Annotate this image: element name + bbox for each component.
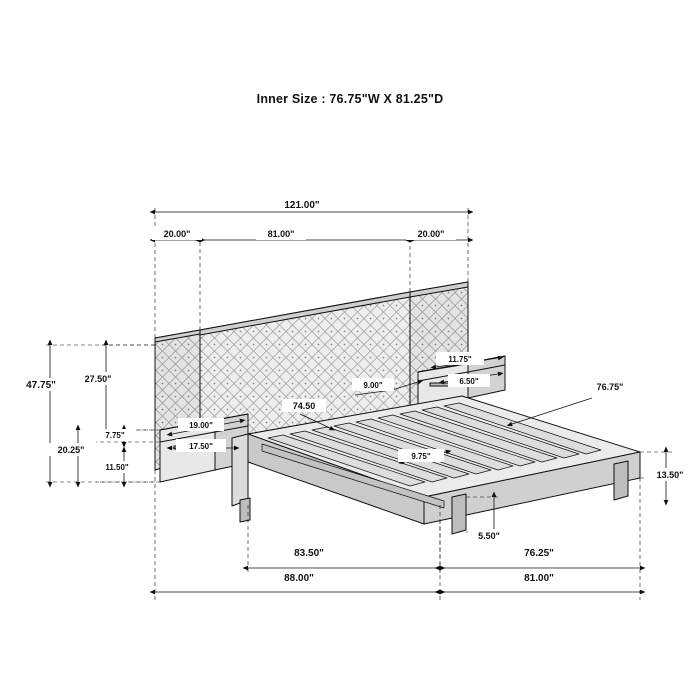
dim-overall-width: 121.00" [284,200,320,211]
dim-bed-length-left: 83.50" [294,548,324,559]
dim-nightstand-height-left: 11.50" [105,463,129,472]
dim-drawer-height-left: 7.75" [105,431,125,440]
dim-overall-length-right: 81.00" [524,573,554,584]
page-title: Inner Size : 76.75"W X 81.25"D [256,92,444,106]
dim-nightstand-width-top: 19.00" [189,421,213,430]
dim-left-panel-width: 20.00" [163,229,191,239]
dim-overall-length-left: 88.00" [284,573,314,584]
dim-leg-height: 5.50" [478,531,500,541]
dim-right-panel-width: 20.00" [417,229,445,239]
dim-slat-span: 74.50 [292,401,316,411]
dim-slat-spacing: 9.75" [411,452,431,461]
dim-nightstand-offset: 9.00" [363,381,383,390]
dim-overall-height: 47.75" [26,380,56,391]
dim-headboard-width: 81.00" [267,229,295,239]
dim-nightstand-depth-left: 17.50" [189,442,213,451]
dim-deck-height: 13.50" [656,470,684,480]
dimension-labels [16,198,694,584]
dim-drawer-front-right: 6.50" [459,377,479,386]
dim-nightstand-width-right: 11.75" [448,355,472,364]
bed-body [155,282,640,534]
dim-headboard-height: 27.50" [84,374,112,384]
dim-nightstand-to-floor: 20.25" [57,445,85,455]
dim-bed-length-right: 76.25" [524,548,554,559]
dim-mattress-inner-depth: 76.75" [596,382,624,392]
